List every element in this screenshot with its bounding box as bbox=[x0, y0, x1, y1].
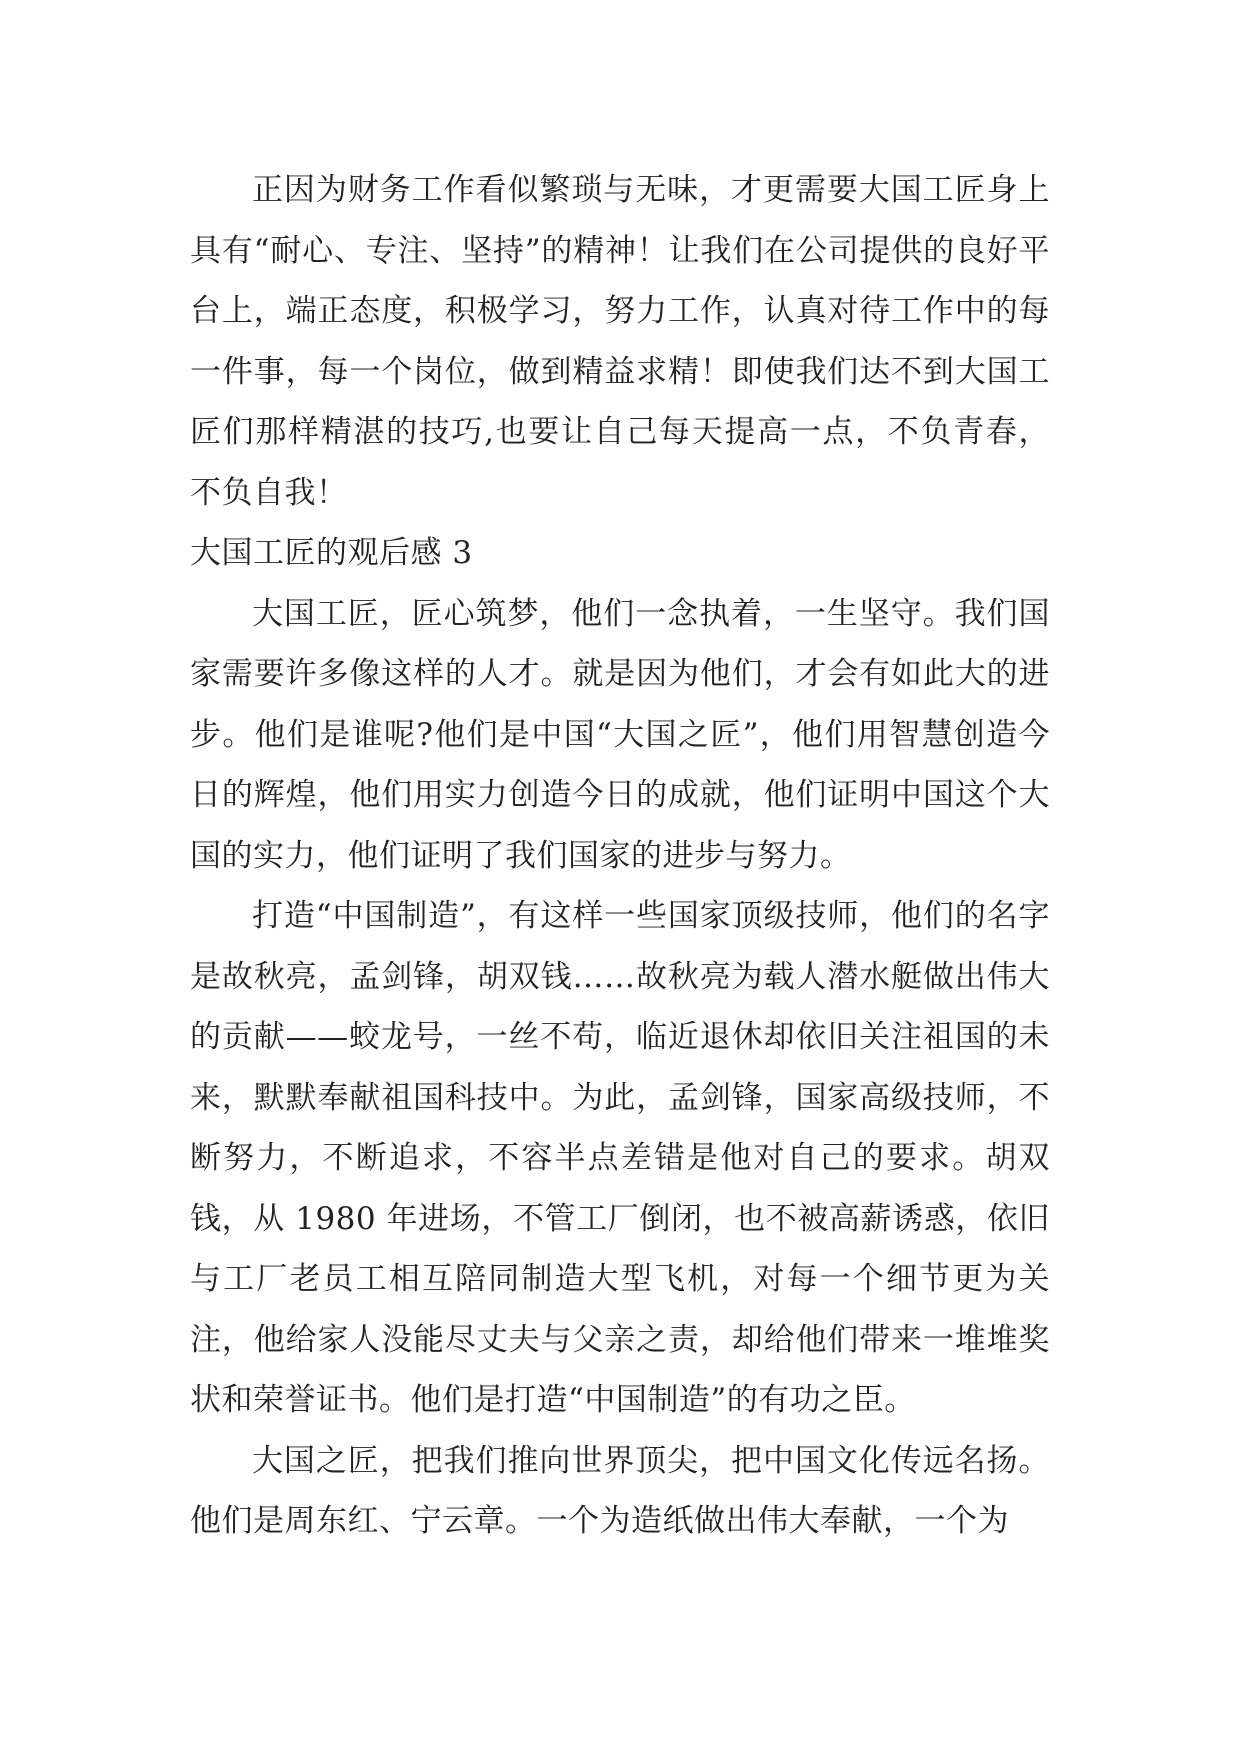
paragraph-financial-work: 正因为财务工作看似繁琐与无味，才更需要大国工匠身上具有“耐心、专注、坚持”的精神！让我们在公司提供的良好平台上，端正态度，积极学习，努力工作，认真对待工作中的每一件事，每一个岗位，做到精益求精！即使我们达不到大国工匠们那样精湛的技巧,也要让自己每天提高一点，不负青春，不负自我！ bbox=[190, 172, 1050, 511]
paragraph-great-craftsmen-intro: 大国工匠，匠心筑梦，他们一念执着，一生坚守。我们国家需要许多像这样的人才。就是因为他们，才会有如此大的进步。他们是谁呢?他们是中国“大国之匠”，他们用智慧创造今日的辉煌，他们用实力创造今日的成就，他们证明中国这个大国的实力，他们证明了我们国家的进步与努力。 bbox=[190, 595, 1050, 874]
section-heading: 大国工匠的观后感 3 bbox=[190, 535, 473, 571]
document-body bbox=[190, 160, 1050, 1552]
paragraph-world-top: 大国之匠，把我们推向世界顶尖，把中国文化传远名扬。他们是周东红、宁云章。一个为造纸做出伟大奉献，一个为 bbox=[190, 1442, 1050, 1539]
paragraph-made-in-china: 打造“中国制造”，有这样一些国家顶级技师，他们的名字是故秋亮，孟剑锋，胡双钱……故秋亮为载人潜水艇做出伟大的贡献——蛟龙号，一丝不苟，临近退休却依旧关注祖国的未来，默默奉献祖国科技中。为此，孟剑锋，国家高级技师，不断努力，不断追求，不容半点差错是他对自己的要求。胡双钱，从 1980 年进场，不管工厂倒闭，也不被高薪诱惑，依旧与工厂老员工相互陪同制造大型飞机，对每一个细节更为关注，他给家人没能尽丈夫与父亲之责，却给他们带来一堆堆奖状和荣誉证书。他们是打造“中国制造”的有功之臣。 bbox=[190, 898, 1050, 1418]
